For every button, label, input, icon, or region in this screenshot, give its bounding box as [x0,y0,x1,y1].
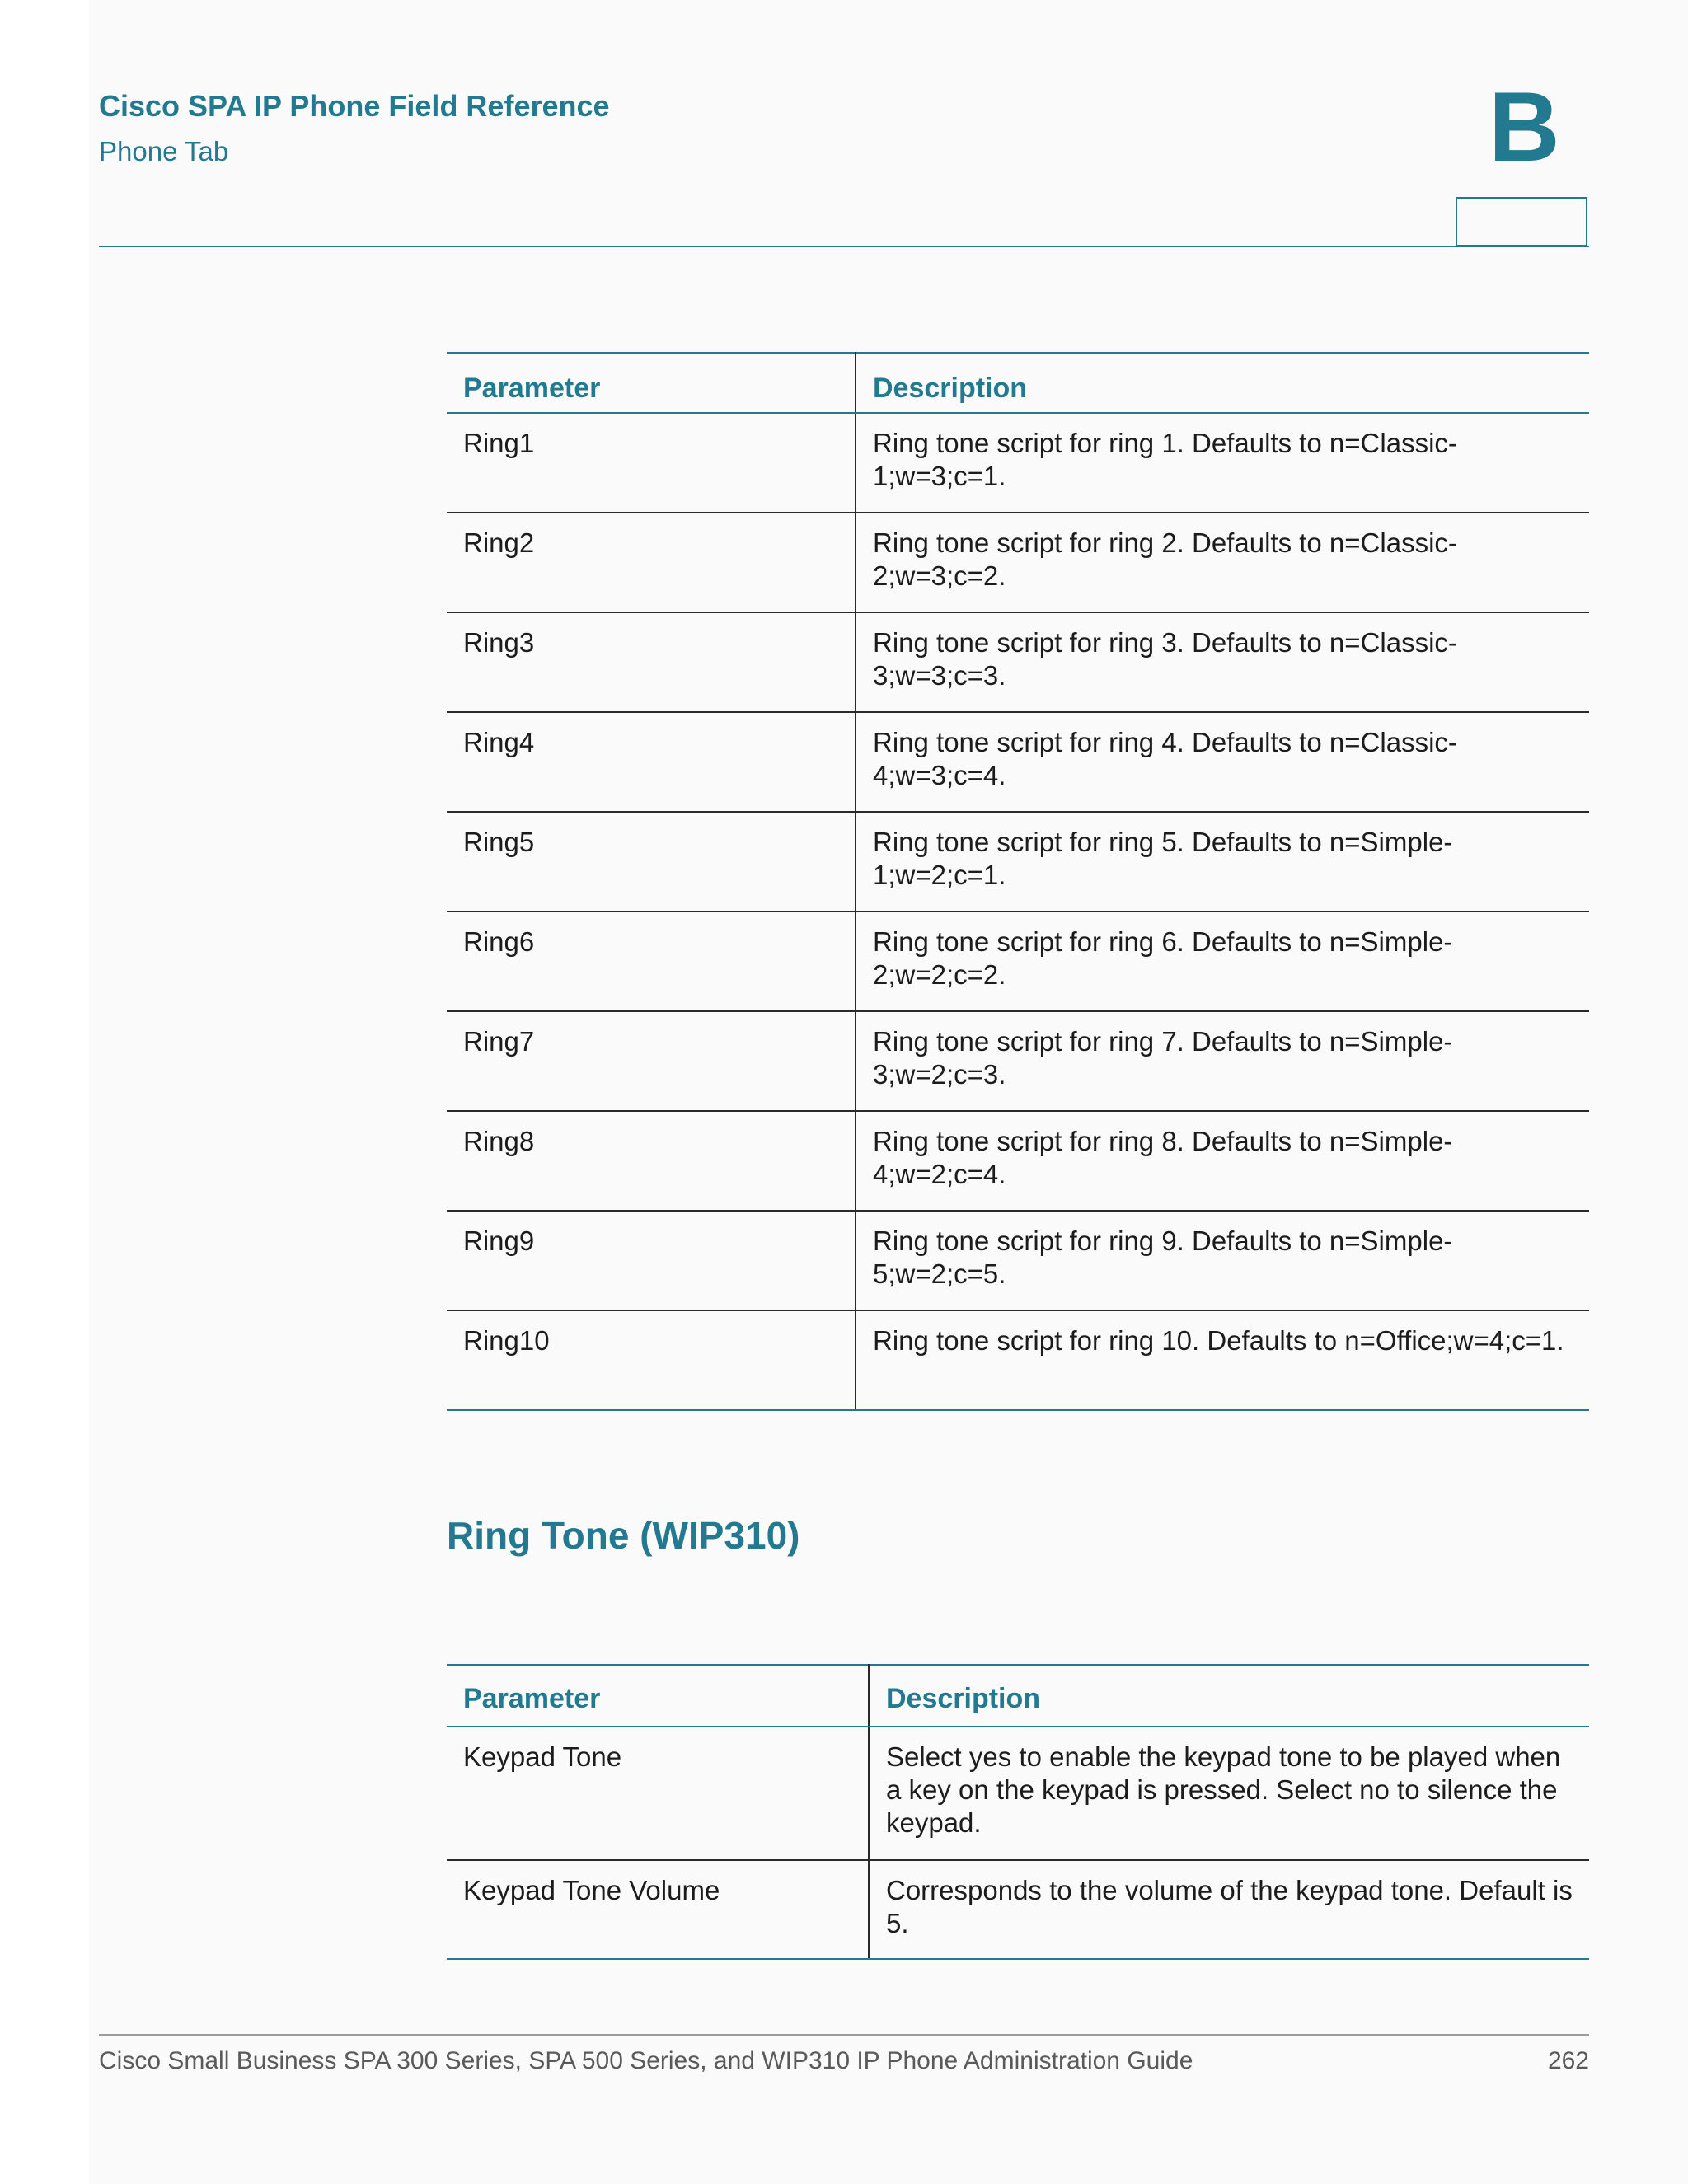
wip310-parameter-table [447,1664,1589,1960]
footer-guide-title: Cisco Small Business SPA 300 Series, SPA 500 Series, and WIP310 IP Phone Administration Guide [99,2047,1193,2074]
header-divider [99,246,1589,247]
table-row [447,1111,1589,1211]
description-cell: Ring tone script for ring 4. Defaults to n=Classic-4;w=3;c=4. [856,712,1589,812]
description-cell: Corresponds to the volume of the keypad tone. Default is 5. [869,1860,1589,1959]
document-subtitle: Phone Tab [99,136,229,166]
parameter-cell: Ring4 [447,712,856,812]
parameter-cell: Ring9 [447,1211,856,1310]
table-row [447,1011,1589,1111]
parameter-cell: Keypad Tone Volume [447,1860,869,1959]
table-row [447,812,1589,912]
table-row [447,712,1589,812]
parameter-cell: Ring3 [447,612,856,712]
table-row [447,1727,1589,1860]
footer-divider [99,2034,1589,2036]
column-header-description: Description [869,1665,1589,1727]
description-cell: Ring tone script for ring 1. Defaults to n=Classic-1;w=3;c=1. [856,413,1589,513]
description-cell: Ring tone script for ring 2. Defaults to n=Classic-2;w=3;c=2. [856,513,1589,612]
description-cell: Ring tone script for ring 5. Defaults to n=Simple-1;w=2;c=1. [856,812,1589,912]
ring-parameter-table [447,352,1589,1411]
column-header-description: Description [856,353,1589,413]
parameter-cell: Ring8 [447,1111,856,1211]
parameter-cell: Ring1 [447,413,856,513]
parameter-cell: Ring5 [447,812,856,912]
section-heading: Ring Tone (WIP310) [447,1514,800,1557]
parameter-cell: Ring6 [447,912,856,1011]
table-row [447,1860,1589,1959]
description-cell: Ring tone script for ring 6. Defaults to n=Simple-2;w=2;c=2. [856,912,1589,1011]
table-row [447,413,1589,513]
parameter-cell: Ring10 [447,1310,856,1410]
table-row [447,612,1589,712]
table-header-row [447,353,1589,413]
description-cell: Ring tone script for ring 8. Defaults to n=Simple-4;w=2;c=4. [856,1111,1589,1211]
column-header-parameter: Parameter [447,353,856,413]
table-row [447,1211,1589,1310]
description-cell: Select yes to enable the keypad tone to be played when a key on the keypad is pressed. Select no to silence the keypad. [869,1727,1589,1860]
description-cell: Ring tone script for ring 7. Defaults to n=Simple-3;w=2;c=3. [856,1011,1589,1111]
chapter-tab-box [1456,197,1587,246]
table-row [447,513,1589,612]
description-cell: Ring tone script for ring 3. Defaults to n=Classic-3;w=3;c=3. [856,612,1589,712]
chapter-letter: B [1489,72,1560,182]
document-title: Cisco SPA IP Phone Field Reference [99,89,610,123]
description-cell: Ring tone script for ring 9. Defaults to n=Simple-5;w=2;c=5. [856,1211,1589,1310]
parameter-cell: Ring7 [447,1011,856,1111]
column-header-parameter: Parameter [447,1665,869,1727]
page-number: 262 [1547,2047,1589,2074]
parameter-cell: Keypad Tone [447,1727,869,1860]
table-header-row [447,1665,1589,1727]
description-cell: Ring tone script for ring 10. Defaults to n=Office;w=4;c=1. [856,1310,1589,1410]
table-row [447,1310,1589,1410]
table-row [447,912,1589,1011]
parameter-cell: Ring2 [447,513,856,612]
